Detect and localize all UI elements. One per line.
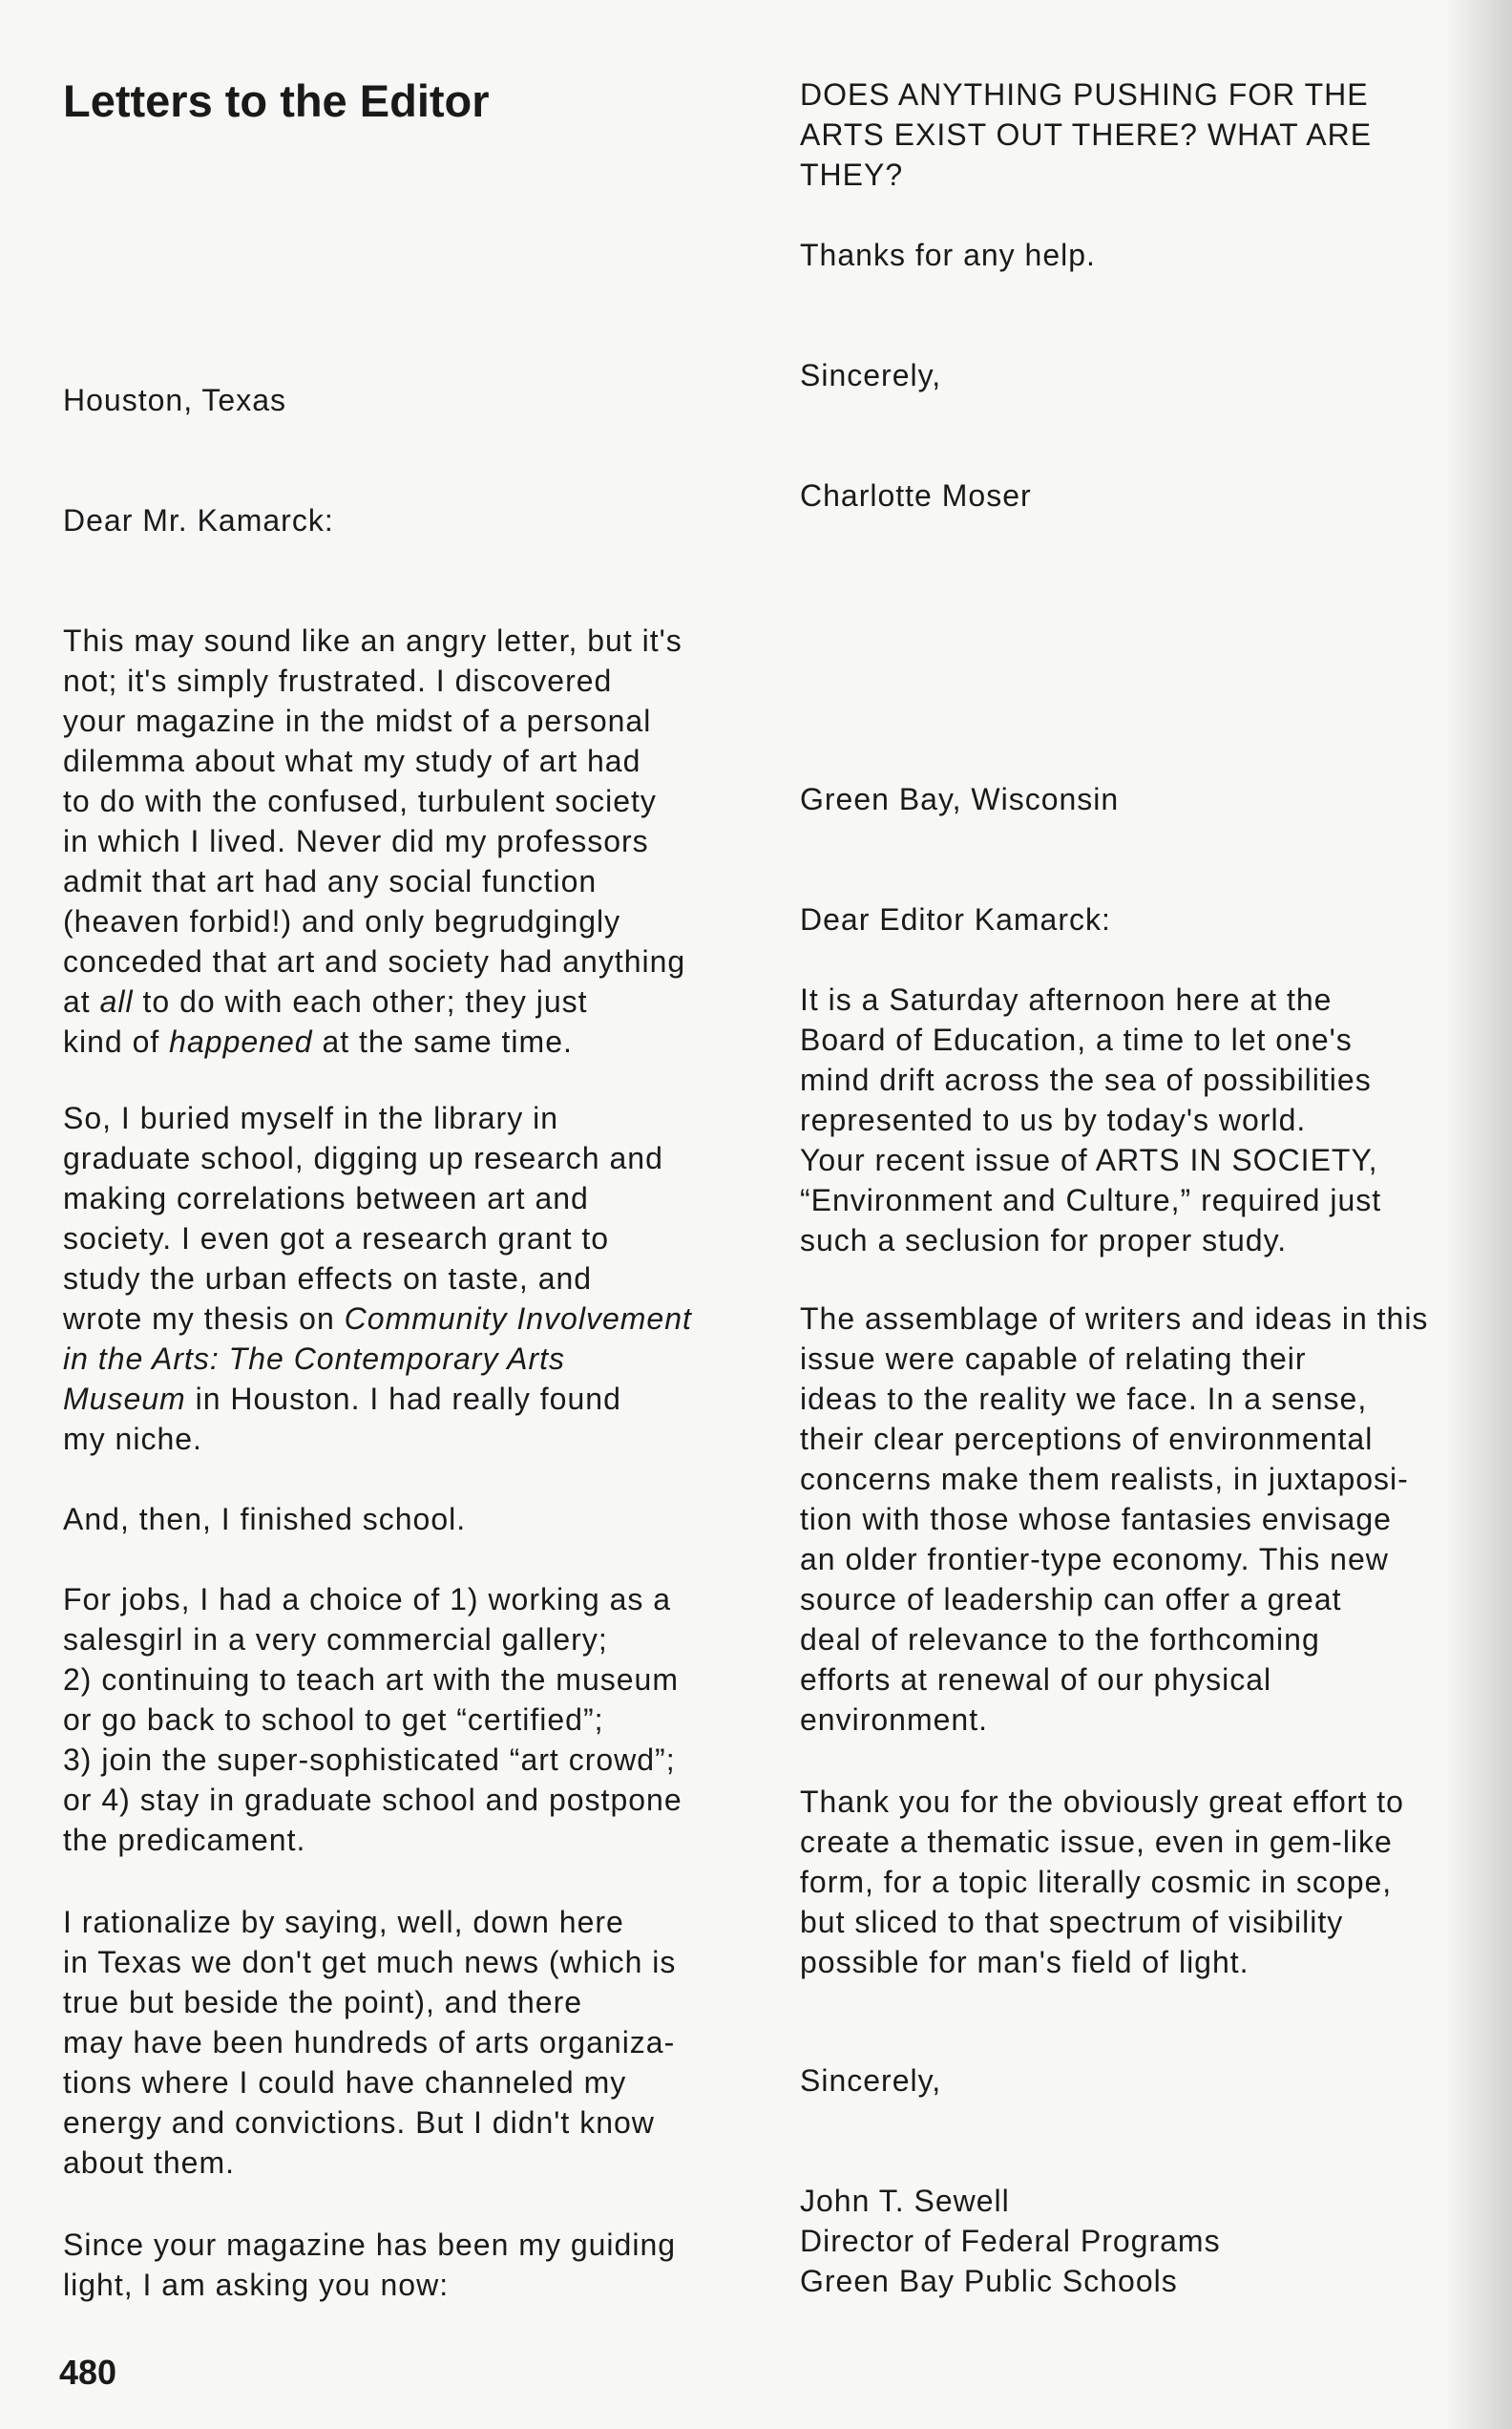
text-line: Board of Education, a time to let one's [800, 1023, 1353, 1057]
letter1-paragraph-2 [63, 1098, 750, 1459]
text-line: an older frontier-type economy. This new [800, 1542, 1389, 1576]
letter1-paragraph-6 [63, 2225, 750, 2305]
text-line: create a thematic issue, even in gem-like [800, 1825, 1393, 1859]
letter1-location: Houston, Texas [63, 383, 286, 417]
letter2-salutation: Dear Editor Kamarck: [800, 902, 1111, 937]
text-line: ARTS EXIST OUT THERE? WHAT ARE [800, 117, 1373, 152]
text-line: wrote my thesis on Community Involvement [63, 1301, 692, 1336]
text-line: source of leadership can offer a great [800, 1582, 1342, 1616]
text-line: study the urban effects on taste, and [63, 1261, 593, 1296]
text-line: It is a Saturday afternoon here at the [800, 982, 1333, 1017]
text-line: true but beside the point), and there [63, 1985, 583, 2019]
text-line: energy and convictions. But I didn't know [63, 2105, 655, 2140]
text-line: environment. [800, 1702, 988, 1737]
text-line: conceded that art and society had anything [63, 944, 686, 979]
text-line: ideas to the reality we face. In a sense, [800, 1382, 1368, 1416]
signature-name: John T. Sewell [800, 2184, 1010, 2218]
text-line [63, 1339, 750, 1379]
text-line: Museum in Houston. I had really found [63, 1382, 621, 1416]
text-line: represented to us by today's world. [800, 1103, 1307, 1137]
text-line: The assemblage of writers and ideas in this [800, 1301, 1429, 1336]
text-line: salesgirl in a very commercial gallery; [63, 1622, 608, 1657]
letter1-paragraph-3: And, then, I finished school. [63, 1502, 467, 1536]
letter2-paragraph-3 [800, 1782, 1468, 1982]
text-line: such a seclusion for proper study. [800, 1223, 1288, 1257]
letter2-location: Green Bay, Wisconsin [800, 782, 1120, 816]
text-line: mind drift across the sea of possibilities [800, 1063, 1372, 1097]
page-number: 480 [59, 2353, 117, 2392]
text-line: Thank you for the obviously great effort to [800, 1785, 1404, 1819]
text-line: deal of relevance to the forthcoming [800, 1622, 1320, 1657]
text-line: at all to do with each other; they just [63, 984, 588, 1019]
text-line: tions where I could have channeled my [63, 2065, 627, 2100]
letter1-closing: Sincerely, [800, 358, 942, 392]
text-line: graduate school, digging up research and [63, 1141, 663, 1175]
text-line: “Environment and Culture,” required just [800, 1183, 1382, 1217]
text-line: tion with those whose fantasies envisage [800, 1502, 1392, 1536]
letter1-paragraph-7 [800, 74, 1468, 195]
text-line: making correlations between art and [63, 1181, 589, 1215]
text-line: not; it's simply frustrated. I discovered [63, 664, 613, 698]
text-line: or go back to school to get “certified”; [63, 1702, 604, 1737]
text-line: society. I even got a research grant to [63, 1221, 610, 1256]
text-line: 2) continuing to teach art with the museum [63, 1662, 679, 1697]
signature-organization: Green Bay Public Schools [800, 2264, 1178, 2298]
text-line: So, I buried myself in the library in [63, 1101, 558, 1135]
letter1-salutation: Dear Mr. Kamarck: [63, 503, 334, 538]
text-line: DOES ANYTHING PUSHING FOR THE [800, 77, 1369, 112]
text-line: or 4) stay in graduate school and postpone [63, 1783, 682, 1817]
text-line: in Texas we don't get much news (which is [63, 1945, 677, 1979]
letter1-thanks: Thanks for any help. [800, 238, 1096, 272]
text-line: 3) join the super-sophisticated “art crowd”; [63, 1743, 676, 1777]
page-edge-shadow [1445, 0, 1512, 2429]
text-line: but sliced to that spectrum of visibility [800, 1905, 1344, 1939]
letter1-paragraph-4 [63, 1579, 750, 1860]
page-title: Letters to the Editor [63, 75, 490, 126]
text-line: possible for man's field of light. [800, 1945, 1250, 1979]
text-line: in which I lived. Never did my professors [63, 824, 649, 858]
text-line: my niche. [63, 1422, 202, 1456]
letter2-paragraph-2 [800, 1299, 1468, 1740]
text-line: efforts at renewal of our physical [800, 1662, 1272, 1697]
text-line: dilemma about what my study of art had [63, 744, 641, 778]
letter2-signature [800, 2181, 1468, 2301]
emphasis-text: all [99, 984, 134, 1019]
emphasis-text: Community Involvement [344, 1301, 692, 1336]
emphasis-text: happened [169, 1024, 313, 1059]
letter1-signature: Charlotte Moser [800, 478, 1032, 513]
emphasis-text: in the Arts: The Contemporary Arts [63, 1341, 566, 1376]
letter1-paragraph-5 [63, 1902, 750, 2183]
text-line: your magazine in the midst of a personal [63, 704, 652, 738]
letter2-paragraph-1 [800, 980, 1468, 1260]
text-line: Your recent issue of ARTS IN SOCIETY, [800, 1143, 1378, 1177]
text-line: Since your magazine has been my guiding [63, 2228, 677, 2262]
letter2-closing: Sincerely, [800, 2063, 942, 2098]
text-line: I rationalize by saying, well, down here [63, 1905, 624, 1939]
text-line: the predicament. [63, 1823, 306, 1857]
letter1-paragraph-1 [63, 621, 750, 1062]
text-line: issue were capable of relating their [800, 1341, 1307, 1376]
text-line: admit that art had any social function [63, 864, 598, 898]
text-line: concerns make them realists, in juxtaposi- [800, 1462, 1409, 1496]
text-line: For jobs, I had a choice of 1) working as a [63, 1582, 672, 1616]
text-line: may have been hundreds of arts organiza- [63, 2025, 676, 2059]
text-line: about them. [63, 2145, 235, 2180]
text-line: THEY? [800, 158, 904, 192]
text-line: to do with the confused, turbulent society [63, 784, 657, 818]
emphasis-text: Museum [63, 1382, 186, 1416]
text-line: light, I am asking you now: [63, 2268, 450, 2302]
text-line: kind of happened at the same time. [63, 1024, 573, 1059]
text-line: This may sound like an angry letter, but it's [63, 623, 682, 658]
text-line: their clear perceptions of environmental [800, 1422, 1374, 1456]
text-line: (heaven forbid!) and only begrudgingly [63, 904, 621, 939]
signature-title: Director of Federal Programs [800, 2224, 1221, 2258]
text-line: form, for a topic literally cosmic in scope, [800, 1865, 1393, 1899]
